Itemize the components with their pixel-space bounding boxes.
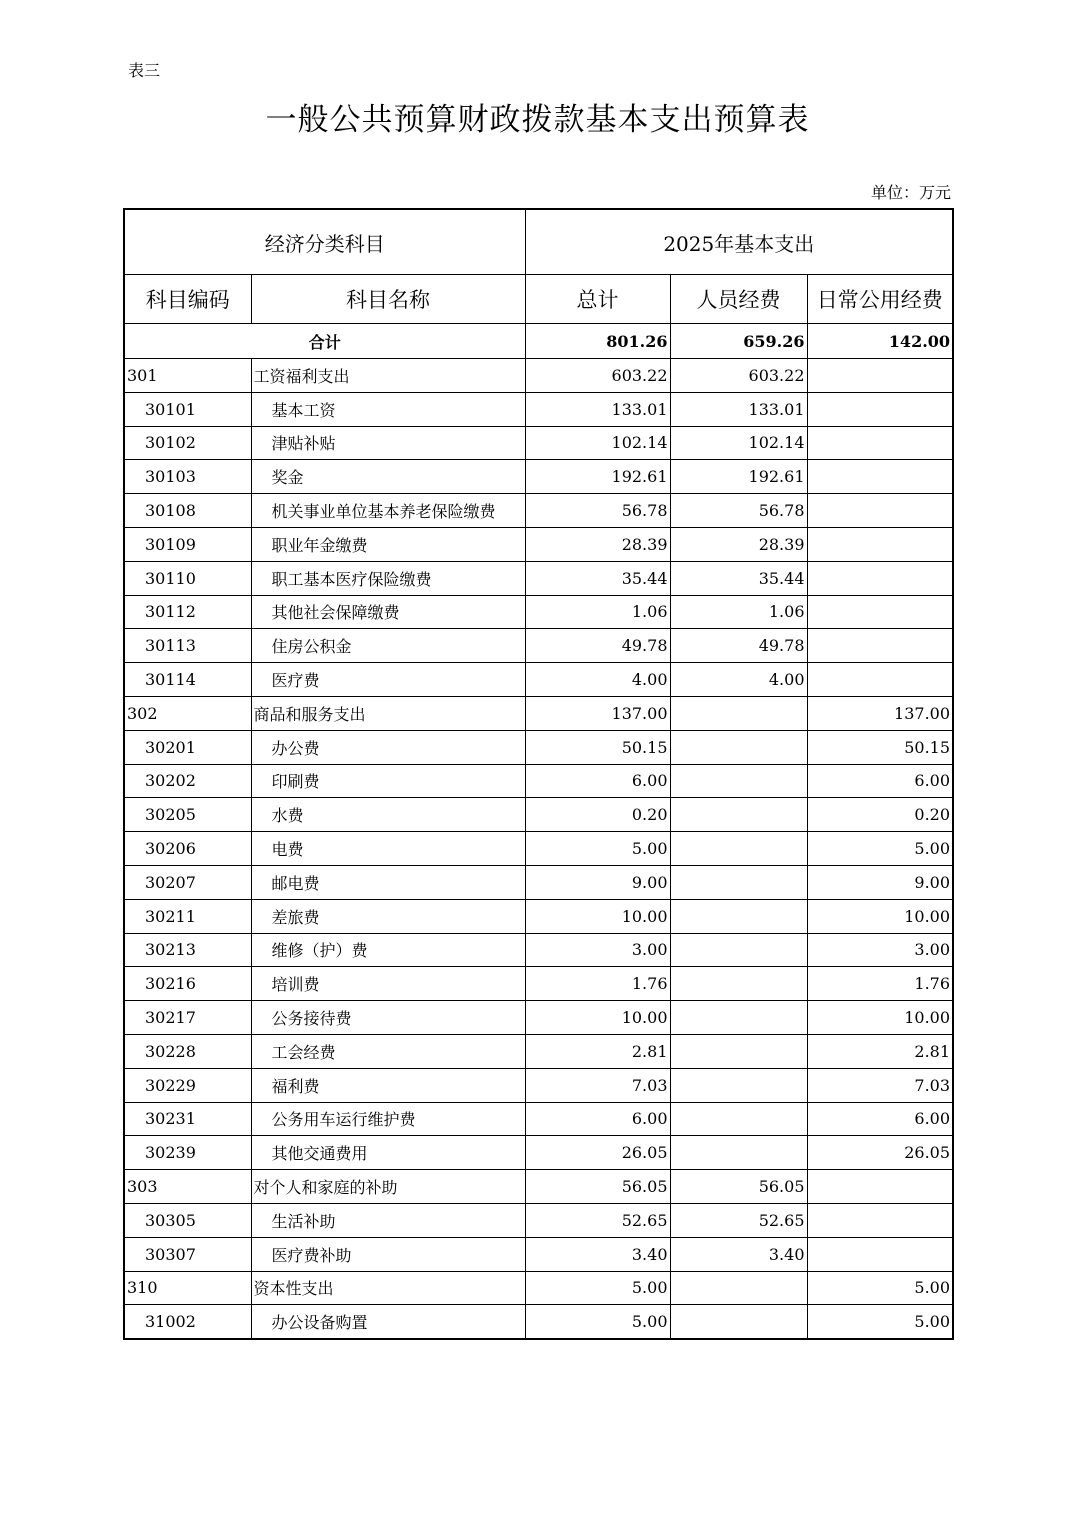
row-personnel: 192.61	[670, 460, 807, 494]
table-row	[124, 1305, 953, 1339]
row-total: 5.00	[525, 1305, 670, 1339]
row-code: 30103	[124, 460, 251, 494]
row-personnel	[670, 1034, 807, 1068]
row-total: 2.81	[525, 1034, 670, 1068]
row-total: 52.65	[525, 1203, 670, 1237]
row-public	[807, 494, 953, 528]
row-total: 56.05	[525, 1170, 670, 1204]
row-total: 0.20	[525, 798, 670, 832]
total-personnel: 659.26	[670, 324, 807, 359]
row-code: 30206	[124, 832, 251, 866]
row-public	[807, 561, 953, 595]
row-public: 10.00	[807, 899, 953, 933]
row-public	[807, 595, 953, 629]
row-total: 192.61	[525, 460, 670, 494]
row-name: 医疗费补助	[251, 1237, 525, 1271]
row-public	[807, 629, 953, 663]
row-name: 职业年金缴费	[251, 527, 525, 561]
row-name: 办公费	[251, 730, 525, 764]
table-row	[124, 1203, 953, 1237]
row-public: 137.00	[807, 696, 953, 730]
table-row	[124, 561, 953, 595]
row-public: 5.00	[807, 1305, 953, 1339]
row-total: 137.00	[525, 696, 670, 730]
row-personnel: 28.39	[670, 527, 807, 561]
row-public: 6.00	[807, 764, 953, 798]
row-code: 30229	[124, 1068, 251, 1102]
header-name: 科目名称	[251, 275, 525, 324]
row-total: 1.76	[525, 967, 670, 1001]
row-name: 奖金	[251, 460, 525, 494]
row-code: 30101	[124, 392, 251, 426]
row-public: 2.81	[807, 1034, 953, 1068]
row-total: 6.00	[525, 1102, 670, 1136]
row-code: 30239	[124, 1136, 251, 1170]
row-code: 30205	[124, 798, 251, 832]
row-total: 3.40	[525, 1237, 670, 1271]
row-personnel	[670, 899, 807, 933]
table-row	[124, 595, 953, 629]
row-name: 水费	[251, 798, 525, 832]
row-personnel	[670, 933, 807, 967]
row-public	[807, 426, 953, 460]
row-personnel: 56.05	[670, 1170, 807, 1204]
row-code: 301	[124, 359, 251, 393]
row-code: 30110	[124, 561, 251, 595]
row-public: 5.00	[807, 832, 953, 866]
table-row	[124, 832, 953, 866]
row-personnel	[670, 696, 807, 730]
row-personnel: 52.65	[670, 1203, 807, 1237]
table-row	[124, 1170, 953, 1204]
row-total: 5.00	[525, 1271, 670, 1305]
row-personnel: 1.06	[670, 595, 807, 629]
row-name: 印刷费	[251, 764, 525, 798]
table-row	[124, 696, 953, 730]
row-total: 9.00	[525, 865, 670, 899]
row-personnel	[670, 1001, 807, 1035]
row-code: 31002	[124, 1305, 251, 1339]
header-total: 总计	[525, 275, 670, 324]
table-row	[124, 1271, 953, 1305]
row-personnel	[670, 764, 807, 798]
row-personnel	[670, 832, 807, 866]
total-public: 142.00	[807, 324, 953, 359]
row-total: 1.06	[525, 595, 670, 629]
row-name: 邮电费	[251, 865, 525, 899]
row-public: 9.00	[807, 865, 953, 899]
row-code: 30307	[124, 1237, 251, 1271]
row-personnel: 56.78	[670, 494, 807, 528]
table-row	[124, 392, 953, 426]
row-public: 0.20	[807, 798, 953, 832]
row-code: 30231	[124, 1102, 251, 1136]
row-personnel: 35.44	[670, 561, 807, 595]
table-row	[124, 967, 953, 1001]
row-personnel	[670, 1102, 807, 1136]
row-public: 50.15	[807, 730, 953, 764]
total-row	[124, 324, 953, 359]
row-total: 6.00	[525, 764, 670, 798]
table-row	[124, 899, 953, 933]
row-name: 住房公积金	[251, 629, 525, 663]
total-total: 801.26	[525, 324, 670, 359]
row-code: 30211	[124, 899, 251, 933]
row-public	[807, 392, 953, 426]
row-public: 1.76	[807, 967, 953, 1001]
row-name: 其他交通费用	[251, 1136, 525, 1170]
row-code: 30207	[124, 865, 251, 899]
header-row-1	[124, 209, 953, 275]
row-code: 30109	[124, 527, 251, 561]
table-row	[124, 1102, 953, 1136]
row-code: 30113	[124, 629, 251, 663]
row-total: 10.00	[525, 1001, 670, 1035]
row-personnel: 49.78	[670, 629, 807, 663]
row-total: 133.01	[525, 392, 670, 426]
row-name: 公务接待费	[251, 1001, 525, 1035]
table-row	[124, 1001, 953, 1035]
row-personnel	[670, 1271, 807, 1305]
table-row	[124, 1136, 953, 1170]
row-code: 30213	[124, 933, 251, 967]
row-code: 310	[124, 1271, 251, 1305]
table-row	[124, 1237, 953, 1271]
row-public: 6.00	[807, 1102, 953, 1136]
header-public: 日常公用经费	[807, 275, 953, 324]
table-row	[124, 1034, 953, 1068]
row-code: 303	[124, 1170, 251, 1204]
table-row	[124, 730, 953, 764]
row-total: 603.22	[525, 359, 670, 393]
header-year-expense: 2025年基本支出	[525, 209, 953, 275]
header-code: 科目编码	[124, 275, 251, 324]
table-row	[124, 426, 953, 460]
row-code: 30305	[124, 1203, 251, 1237]
page-title: 一般公共预算财政拨款基本支出预算表	[265, 102, 810, 138]
row-code: 30216	[124, 967, 251, 1001]
row-name: 维修（护）费	[251, 933, 525, 967]
row-public	[807, 359, 953, 393]
row-name: 基本工资	[251, 392, 525, 426]
row-total: 28.39	[525, 527, 670, 561]
row-name: 工会经费	[251, 1034, 525, 1068]
row-total: 56.78	[525, 494, 670, 528]
row-code: 30114	[124, 663, 251, 697]
row-name: 公务用车运行维护费	[251, 1102, 525, 1136]
row-name: 对个人和家庭的补助	[251, 1170, 525, 1204]
table-row	[124, 764, 953, 798]
row-personnel: 102.14	[670, 426, 807, 460]
row-name: 生活补助	[251, 1203, 525, 1237]
table-row	[124, 865, 953, 899]
row-code: 30108	[124, 494, 251, 528]
row-public	[807, 527, 953, 561]
table-row	[124, 1068, 953, 1102]
table-label: 表三	[128, 61, 161, 80]
row-total: 26.05	[525, 1136, 670, 1170]
row-code: 30217	[124, 1001, 251, 1035]
table-row	[124, 933, 953, 967]
table-row	[124, 460, 953, 494]
row-name: 工资福利支出	[251, 359, 525, 393]
row-public	[807, 1203, 953, 1237]
row-name: 培训费	[251, 967, 525, 1001]
row-name: 商品和服务支出	[251, 696, 525, 730]
row-code: 30228	[124, 1034, 251, 1068]
row-name: 资本性支出	[251, 1271, 525, 1305]
budget-table	[123, 208, 954, 1340]
table-row	[124, 494, 953, 528]
row-personnel	[670, 798, 807, 832]
row-code: 30201	[124, 730, 251, 764]
row-total: 50.15	[525, 730, 670, 764]
row-total: 7.03	[525, 1068, 670, 1102]
row-personnel: 603.22	[670, 359, 807, 393]
table-row	[124, 798, 953, 832]
row-name: 福利费	[251, 1068, 525, 1102]
row-total: 35.44	[525, 561, 670, 595]
row-personnel	[670, 1068, 807, 1102]
row-total: 4.00	[525, 663, 670, 697]
row-code: 302	[124, 696, 251, 730]
header-econ-category: 经济分类科目	[124, 209, 525, 275]
row-code: 30102	[124, 426, 251, 460]
row-name: 机关事业单位基本养老保险缴费	[251, 494, 525, 528]
row-total: 5.00	[525, 832, 670, 866]
row-public	[807, 1237, 953, 1271]
row-personnel	[670, 1305, 807, 1339]
row-total: 49.78	[525, 629, 670, 663]
row-name: 其他社会保障缴费	[251, 595, 525, 629]
row-code: 30202	[124, 764, 251, 798]
row-personnel	[670, 730, 807, 764]
row-public	[807, 1170, 953, 1204]
row-public: 7.03	[807, 1068, 953, 1102]
row-name: 差旅费	[251, 899, 525, 933]
row-name: 津贴补贴	[251, 426, 525, 460]
table-row	[124, 527, 953, 561]
table-row	[124, 663, 953, 697]
row-name: 电费	[251, 832, 525, 866]
row-personnel	[670, 967, 807, 1001]
table-row	[124, 629, 953, 663]
row-total: 10.00	[525, 899, 670, 933]
total-label: 合计	[124, 324, 525, 359]
row-name: 职工基本医疗保险缴费	[251, 561, 525, 595]
row-public	[807, 460, 953, 494]
row-personnel: 4.00	[670, 663, 807, 697]
row-personnel: 133.01	[670, 392, 807, 426]
row-total: 102.14	[525, 426, 670, 460]
header-row-2	[124, 275, 953, 324]
row-public: 5.00	[807, 1271, 953, 1305]
row-name: 办公设备购置	[251, 1305, 525, 1339]
unit-label: 单位：万元	[870, 183, 951, 202]
table-row	[124, 359, 953, 393]
row-public: 10.00	[807, 1001, 953, 1035]
row-public: 3.00	[807, 933, 953, 967]
header-personnel: 人员经费	[670, 275, 807, 324]
row-personnel	[670, 1136, 807, 1170]
row-public: 26.05	[807, 1136, 953, 1170]
row-public	[807, 663, 953, 697]
row-personnel	[670, 865, 807, 899]
row-personnel: 3.40	[670, 1237, 807, 1271]
row-code: 30112	[124, 595, 251, 629]
row-name: 医疗费	[251, 663, 525, 697]
row-total: 3.00	[525, 933, 670, 967]
